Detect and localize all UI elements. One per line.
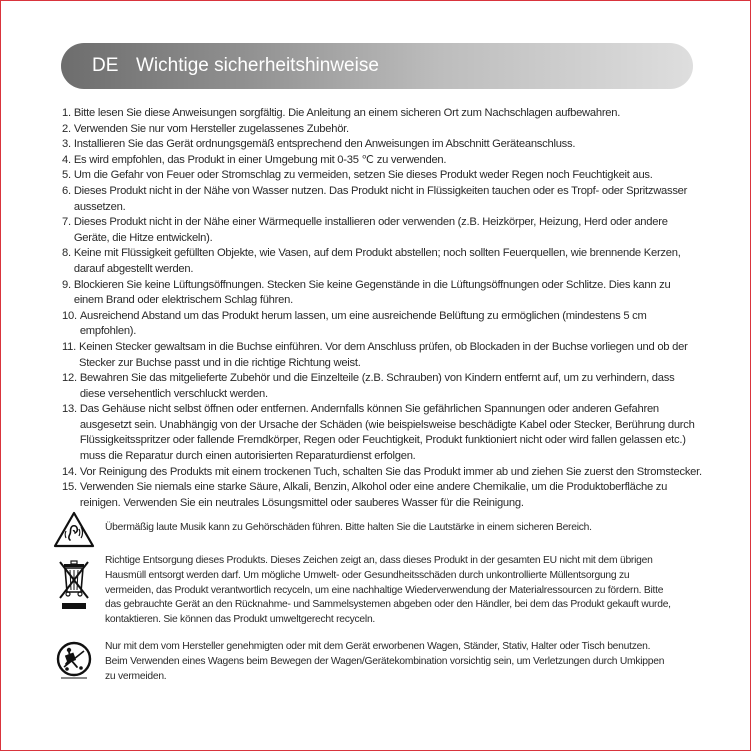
list-item: 15. Verwenden Sie niemals eine starke Säure, Alkali, Benzin, Alkohol oder eine andere Chemikalie, um die Produktoberfläche zu reinigen. Verwenden Sie ein neutrales Lösungsmittel oder sauberes Wasser für die Reinigung. — [62, 481, 668, 509]
list-item: 4. Es wird empfohlen, das Produkt in einer Umgebung mit 0-35 ℃ zu verwenden. — [62, 153, 447, 166]
cart-notice-text: Nur mit dem vom Hersteller genehmigten oder mit dem Gerät erworbenen Wagen, Ständer, Stativ, Halter oder Tisch benutzen. Beim Verwenden eines Wagens beim Bewegen der Wagen/Gerätekombination vorsichtig sein, um Verletzungen durch Umkippen zu vermeiden. — [105, 641, 665, 682]
list-item: 6. Dieses Produkt nicht in der Nähe von Wasser nutzen. Das Produkt nicht in Flüssigkeiten tauchen oder es Tropf- oder Spritzwasser aussetzen. — [62, 184, 688, 213]
hearing-damage-icon — [53, 509, 95, 551]
list-item: 14. Vor Reinigung des Produkts mit einem trockenen Tuch, schalten Sie das Produkt immer ab und ziehen Sie zuerst den Stromstecker. — [62, 465, 702, 478]
cart-tip-over-warning-icon — [53, 640, 95, 682]
list-item: 11. Keinen Stecker gewaltsam in die Buchse einführen. Vor dem Anschluss prüfen, ob Blockaden in der Buchse vorliegen und ob der Stecker zur Buchse passt und in die richtige Richtung weist. — [62, 340, 688, 369]
hearing-notice-text: Übermäßig laute Musik kann zu Gehörschäden führen. Bitte halten Sie die Lautstärke in einem sicheren Bereich. — [105, 522, 592, 533]
hearing-notice — [53, 509, 675, 551]
disposal-notice — [53, 554, 675, 628]
language-code: DE — [92, 55, 119, 76]
list-item: 13. Das Gehäuse nicht selbst öffnen oder entfernen. Andernfalls können Sie gefährlichen Spannungen oder anderen Gefahren ausgesetzt sein. Unabhängig von der Ursache der Schäden (wie beispielsweise beschädigte Kabel oder Stecker, Berührung durch Flüssigkeitsspritzer oder fallende Fremdkörper, Regen oder Feuchtigkeit, Produkt funktioniert nicht oder wird fallen gelassen etc.) muss die Reparatur durch einen autorisierten Reparaturdienst erfolgen. — [62, 403, 695, 463]
cart-notice — [53, 640, 675, 684]
list-item: 12. Bewahren Sie das mitgelieferte Zubehör und die Einzelteile (z.B. Schrauben) von Kindern entfernt auf, um zu verhindern, dass diese versehentlich verschluckt werden. — [62, 372, 675, 400]
safety-instructions-list — [62, 106, 702, 511]
list-item: 9. Blockieren Sie keine Lüftungsöffnungen. Stecken Sie keine Gegenstände in die Lüftungsöffnungen oder Schlitze. Dies kann zu einem Brand oder elektrischem Schlag führen. — [62, 278, 671, 307]
list-item: 8. Keine mit Flüssigkeit gefüllten Objekte, wie Vasen, auf dem Produkt abstellen; noch sollten Feuerquellen, wie brennende Kerzen, darauf abgestellt werden. — [62, 247, 681, 275]
list-item: 1. Bitte lesen Sie diese Anweisungen sorgfältig. Die Anleitung an einem sicheren Ort zum Nachschlagen aufbewahren. — [62, 107, 621, 119]
disposal-notice-text: Richtige Entsorgung dieses Produkts. Dieses Zeichen zeigt an, dass dieses Produkt in der gesamten EU nicht mit dem übrigen Hausmüll entsorgt werden darf. Um mögliche Umwelt- oder Gesundheitsschäden durch unkontrollierte Müllentsorgung zu vermeiden, das Produkt verantwortlich recyceln, um eine nachhaltige Wiederverwendung der Materialressourcen zu fördern. Bitte das gebrauchte Gerät an den Rücknahme- und Sammelsystemen abgeben oder den Händler, bei dem das Produkt gekauft wurde, kontaktieren. Sie können das Produkt umweltgerecht recyceln. — [105, 555, 671, 626]
section-title: Wichtige sicherheitshinweise — [136, 55, 379, 76]
list-item: 10. Ausreichend Abstand um das Produkt herum lassen, um eine ausreichende Belüftung zu ermöglichen (mindestens 5 cm empfohlen). — [62, 309, 647, 338]
weee-crossed-bin-icon — [53, 554, 95, 616]
list-item: 5. Um die Gefahr von Feuer oder Stromschlag zu vermeiden, setzen Sie dieses Produkt weder Regen noch Feuchtigkeit aus. — [62, 169, 653, 182]
list-item: 7. Dieses Produkt nicht in der Nähe einer Wärmequelle installieren oder verwenden (z.B. Heizkörper, Heizung, Herd oder andere Geräte, die Hitze entwickeln). — [62, 216, 668, 244]
list-item: 3. Installieren Sie das Gerät ordnungsgemäß entsprechend den Anweisungen im Abschnitt Geräteanschluss. — [62, 138, 576, 151]
section-header — [61, 43, 693, 89]
list-item: 2. Verwenden Sie nur vom Hersteller zugelassenes Zubehör. — [62, 122, 349, 135]
